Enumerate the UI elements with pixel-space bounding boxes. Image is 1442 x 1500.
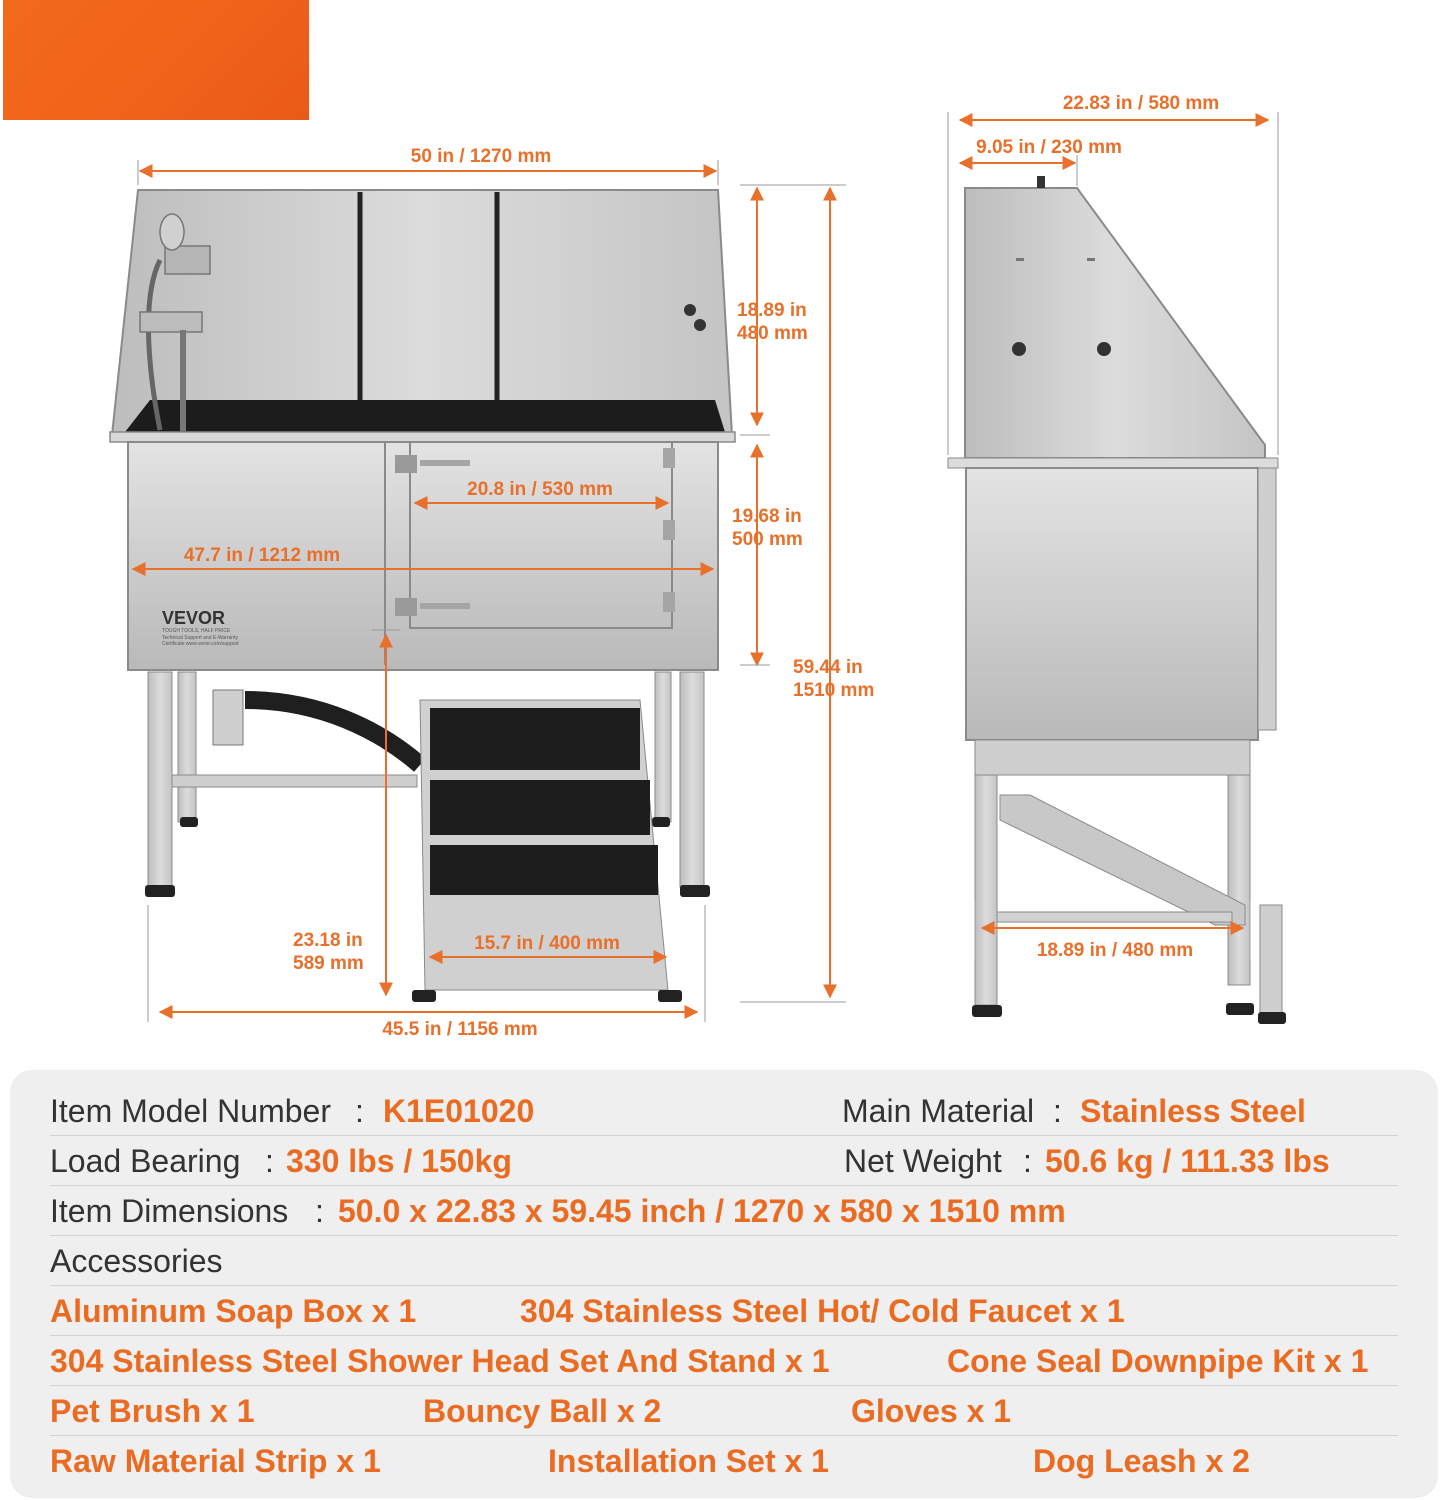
dim-door-width: 20.8 in / 530 mm (467, 479, 613, 500)
svg-text:TOUGH TOOLS, HALF PRICE: TOUGH TOOLS, HALF PRICE (162, 628, 231, 634)
accessory-item: Bouncy Ball x 2 (423, 1393, 662, 1429)
accessories-row-1 (50, 1285, 1398, 1336)
dim-side-base: 18.89 in / 480 mm (1036, 940, 1194, 961)
dim-cabinet-height-mm: 500 mm (732, 529, 803, 550)
load-separator: : (265, 1143, 274, 1179)
load-value: 330 lbs / 150kg (286, 1143, 512, 1179)
dim-basin-depth-mm: 480 mm (737, 323, 808, 344)
material-label: Main Material (842, 1093, 1035, 1129)
weight-separator: : (1023, 1143, 1032, 1179)
spec-row-load-weight (50, 1135, 1398, 1186)
accessory-item: 304 Stainless Steel Shower Head Set And Stand x 1 (50, 1343, 830, 1379)
dim-step-height-mm: 589 mm (293, 953, 364, 974)
spec-row-model-material (50, 1085, 1398, 1136)
dim-front-width: 50 in / 1270 mm (410, 146, 552, 167)
dim-basin-depth-in: 18.89 in (737, 300, 807, 321)
material-separator: : (1053, 1093, 1062, 1129)
load-label: Load Bearing (50, 1143, 241, 1179)
dim-side-top: 9.05 in / 230 mm (976, 137, 1122, 158)
accessory-item: Aluminum Soap Box x 1 (50, 1293, 417, 1329)
dims-separator: : (315, 1193, 324, 1229)
material-value: Stainless Steel (1080, 1093, 1306, 1129)
dim-side-depth: 22.83 in / 580 mm (1062, 93, 1220, 114)
model-label: Item Model Number (50, 1093, 331, 1129)
model-separator: : (355, 1093, 364, 1129)
accessory-item: 304 Stainless Steel Hot/ Cold Faucet x 1 (520, 1293, 1125, 1329)
accessories-label: Accessories (50, 1243, 223, 1279)
accessories-row-4 (50, 1435, 1398, 1485)
dim-cabinet-height-in: 19.68 in (732, 506, 802, 527)
dim-base-width: 45.5 in / 1156 mm (382, 1019, 538, 1040)
svg-text:Technical Support and E-Warran: Technical Support and E-Warranty (162, 635, 238, 641)
dim-total-height-mm: 1510 mm (793, 680, 875, 701)
weight-value: 50.6 kg / 111.33 lbs (1045, 1143, 1330, 1179)
dims-value: 50.0 x 22.83 x 59.45 inch / 1270 x 580 x 1510 mm (338, 1193, 1066, 1229)
accessory-item: Dog Leash x 2 (1033, 1443, 1250, 1479)
weight-label: Net Weight (844, 1143, 1002, 1179)
dim-inner-width: 47.7 in / 1212 mm (183, 545, 341, 566)
dim-step-height-in: 23.18 in (293, 930, 363, 951)
accessories-row-3 (50, 1385, 1398, 1436)
svg-text:VEVOR: VEVOR (162, 608, 226, 628)
dim-step-width: 15.7 in / 400 mm (474, 933, 620, 954)
accessory-item: Pet Brush x 1 (50, 1393, 255, 1429)
spec-row-accessories-heading (50, 1235, 1398, 1286)
dim-total-height-in: 59.44 in (793, 657, 863, 678)
side-view-stand (972, 740, 1286, 1024)
accessories-row-2 (50, 1335, 1398, 1386)
svg-text:Certificate www.vevor.com/supp: Certificate www.vevor.com/support (162, 641, 239, 647)
model-value: K1E01020 (383, 1093, 535, 1129)
accessory-item: Installation Set x 1 (548, 1443, 829, 1479)
dims-label: Item Dimensions (50, 1193, 289, 1229)
specifications-panel (10, 1070, 1438, 1498)
accessory-item: Cone Seal Downpipe Kit x 1 (947, 1343, 1369, 1379)
accessory-item: Gloves x 1 (851, 1393, 1012, 1429)
front-view-stand (145, 672, 710, 1002)
side-view-tub (948, 176, 1278, 740)
accessory-item: Raw Material Strip x 1 (50, 1443, 381, 1479)
spec-row-dimensions (50, 1185, 1398, 1236)
front-view-tub (110, 190, 735, 670)
